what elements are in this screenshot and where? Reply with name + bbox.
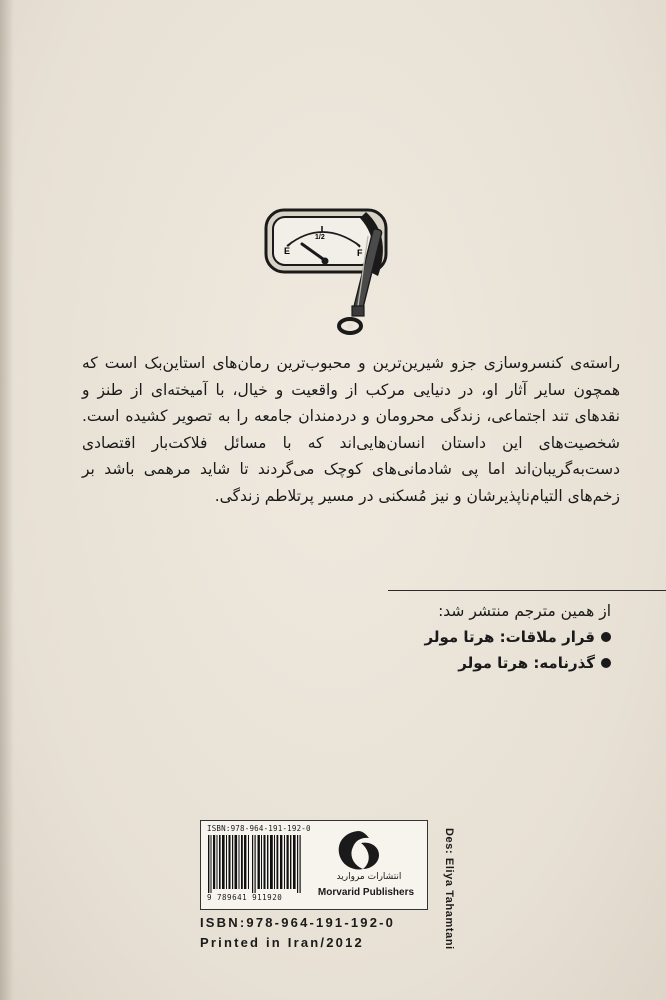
spine-shadow [0,0,14,1000]
other-books-section [311,598,611,676]
book-title: قرار ملاقات: هرتا مولر [424,628,595,646]
synopsis-paragraph-2: شخصیت‌های این داستان انسان‌هایی‌اند که با مسائل فلاکت‌بار اقتصادی دست‌به‌گریبان‌اند اما پی شادمانی‌های کوچک می‌گردند تا شاید مرهمی باشد بر زخم‌های التیام‌ناپذیرشان و نیز مُسکنی در مسیر پرتلاطم زندگی. [82,433,620,505]
synopsis-paragraph-1: راسته‌ی کنسروسازی جزو شیرین‌ترین و محبوب‌ترین رمان‌های استاین‌بک است که همچون سایر آثار او، در دنیایی مرکب از واقعیت و خیال، با آمیخته‌ای از طنز و نقدهای تند اجتماعی، زندگی محرومان و دردمندان جامعه را به تصویر کشیده است. [82,354,620,425]
barcode-icon [207,835,301,893]
gauge-full-label: F [357,248,363,258]
bullet-icon [601,632,611,642]
gauge-empty-label: E [284,246,291,256]
other-books-list [311,624,611,676]
designer-credit: Des: Eliya Tahamtani [443,828,455,950]
synopsis [82,350,620,509]
divider-line [388,590,666,591]
bullet-icon [601,658,611,668]
isbn-text: ISBN:978-964-191-192-0 [200,915,396,930]
printed-in-text: Printed in Iran/2012 [200,935,364,950]
publisher-name-en: Morvarid Publishers [317,887,415,898]
publisher-name-fa: انتشارات مروارید [336,872,402,882]
other-books-title: از همین مترجم منتشر شد: [438,602,611,620]
barcode-isbn-text: ISBN:978-964-191-192-0 [207,824,311,833]
list-item [311,650,611,676]
gauge-half-label: 1/2 [315,234,325,241]
fuel-gauge-illustration [262,206,396,340]
book-title: گذرنامه: هرتا مولر [458,654,595,672]
barcode-number: 9 789641 911920 [207,893,283,902]
barcode-panel [200,820,428,910]
publisher-logo-icon [331,829,385,873]
list-item [311,624,611,650]
